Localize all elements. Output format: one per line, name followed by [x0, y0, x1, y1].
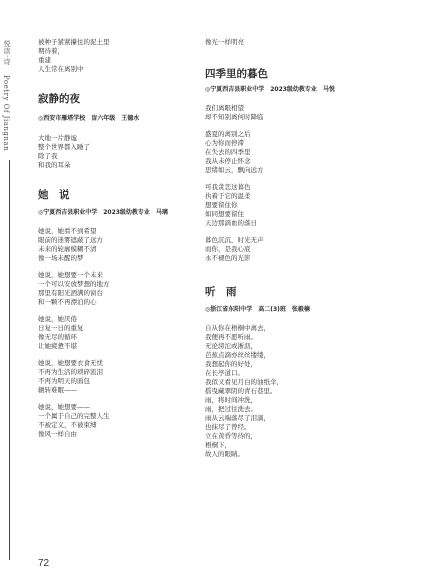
poem-line: 执着于它的温柔: [205, 192, 251, 200]
poem-line: 我想起你的好处，: [205, 360, 257, 368]
poem-line: 雨从云端落尽了泪滴，: [205, 414, 270, 422]
poem-line: 摇曳藏翠阴的青石巷里。: [205, 387, 277, 395]
poem-line: 和我的耳朵: [38, 161, 71, 169]
poem-listening-rain: [205, 285, 370, 459]
sidebar-rule: [9, 160, 10, 560]
poem-line: 她说，她看不到希望: [38, 227, 97, 235]
poem-line: 也抹尽了曾经。: [205, 423, 251, 431]
poem-line: 心为你而停滞: [205, 139, 244, 147]
poem-line: 我便再不愿听雨。: [205, 333, 257, 341]
intro-line: 人生常在离别中: [38, 65, 84, 73]
poem-line: 不再为生活的琐碎流泪: [38, 368, 103, 376]
poem-line: 和一颗不再漂泊的心: [38, 298, 97, 306]
poem-line: 在长亭道口。: [205, 369, 244, 377]
poem-line: 辗转难眠——: [38, 386, 77, 394]
poem-title: 寂静的夜: [38, 93, 80, 105]
poem-line: 眼前的迷雾遮蔽了远方: [38, 236, 103, 244]
poem-line: 却不知别离何时降临: [205, 113, 264, 121]
poem-dusk-four-seasons: [205, 67, 370, 263]
poem-line: 我似又看见月白的油纸伞，: [205, 378, 283, 386]
poem-line: 雨，将时间冲洗，: [205, 396, 257, 404]
poem-line: 故人的眼睛。: [205, 450, 244, 458]
page-sidebar: [0, 0, 22, 579]
poem-line: 未来的轮廓模糊不清: [38, 245, 97, 253]
poem-line: 永不褪色的光影: [205, 254, 251, 262]
intro-line: 期待着，: [38, 47, 64, 55]
sidebar-label-en: [2, 75, 10, 151]
poem-line: 想要留住你: [205, 201, 238, 209]
poem-line: 像无尽的循环: [38, 333, 77, 341]
poem-line: 日复一日的重复: [38, 324, 84, 332]
poem-line: 大地一片静谧: [38, 134, 77, 142]
poem-byline: ◎宁夏西吉县职业中学 2023级幼教专业 马璃: [38, 209, 168, 216]
poem-line: 自从你在梧桐中离去，: [205, 324, 270, 332]
poem-line: 像风一样自由: [38, 430, 77, 438]
poem-line: 思绪如云，飘向远方: [205, 166, 264, 174]
poem-title: 四季里的暮色: [205, 68, 268, 80]
poem-line: 我们离眼相望: [205, 104, 244, 112]
intro-line: 重建: [38, 56, 51, 64]
poem-line: 盛夏的离别之后: [205, 130, 251, 138]
poem-line: 不再为明天的面包: [38, 377, 90, 385]
poem-line: 除了我: [38, 152, 58, 160]
poem-line: 我从未停止怀念: [205, 157, 251, 165]
poem-title: 她 说: [38, 189, 70, 201]
poem-line: 让她疲惫不堪: [38, 342, 77, 350]
poem-line: 一个可以安放梦想的地方: [38, 280, 110, 288]
page-number: 72: [38, 558, 50, 569]
poem-line: 天边那滴血的落日: [205, 219, 257, 227]
poem-she-said: [38, 188, 203, 439]
left-column: [38, 38, 203, 439]
poem-line: 雨，把过往洗去。: [205, 405, 257, 413]
poem-line: 无论滂沱或淅沥，: [205, 342, 257, 350]
poem-line: 她说，她想要衣食无忧: [38, 359, 103, 367]
poem-byline: ◎宁夏西吉县职业中学 2023级幼教专业 马悦: [205, 86, 335, 93]
poem-line: 一个属于自己的完整人生: [38, 412, 110, 420]
poem-line: 立在黄昏等待的，: [205, 432, 257, 440]
poem-line: 像一场未醒的梦: [38, 254, 84, 262]
poem-line: 而你，是我心底: [205, 245, 251, 253]
poem-line: 不被定义，不被束缚: [38, 421, 97, 429]
poem-byline: ◎浙江省东阳中学 高二(3)班 张毅楠: [205, 306, 310, 313]
poem-line: 在失去的四季里: [205, 148, 251, 156]
continued-line: 像光一样明亮: [205, 38, 244, 46]
poem-line: 如同想要留住: [205, 210, 244, 218]
poem-line: 芭蕉点滴亦丝丝缕缕，: [205, 351, 270, 359]
poem-line: 她说，她想要一个未来: [38, 271, 103, 279]
poem-line: 可我贪恋这暮色: [205, 183, 251, 191]
poem-line: 她说，她想要——: [38, 403, 90, 411]
poem-line: 她说，她厌倦: [38, 315, 77, 323]
right-column: [205, 38, 370, 459]
sidebar-text-a: 悦读·诗: [3, 40, 11, 66]
intro-line: 被种子紧紧攥住的泥土里: [38, 38, 110, 46]
sidebar-text-b: Poetry Of Jiangnan: [2, 75, 10, 152]
intro-block: [38, 38, 203, 74]
poem-line: 梧桐下，: [205, 441, 231, 449]
poem-silent-night: [38, 92, 203, 170]
poem-title: 听 雨: [205, 286, 237, 298]
poem-line: 整个世界都入睡了: [38, 143, 90, 151]
poem-byline: ◎西安市雁塔学校 盲六年级 王德水: [38, 115, 140, 122]
poem-line: 暮色沉沉，时光无声: [205, 236, 264, 244]
poem-line: 那里有阳光洒满的窗台: [38, 289, 103, 297]
sidebar-label: [2, 40, 12, 65]
